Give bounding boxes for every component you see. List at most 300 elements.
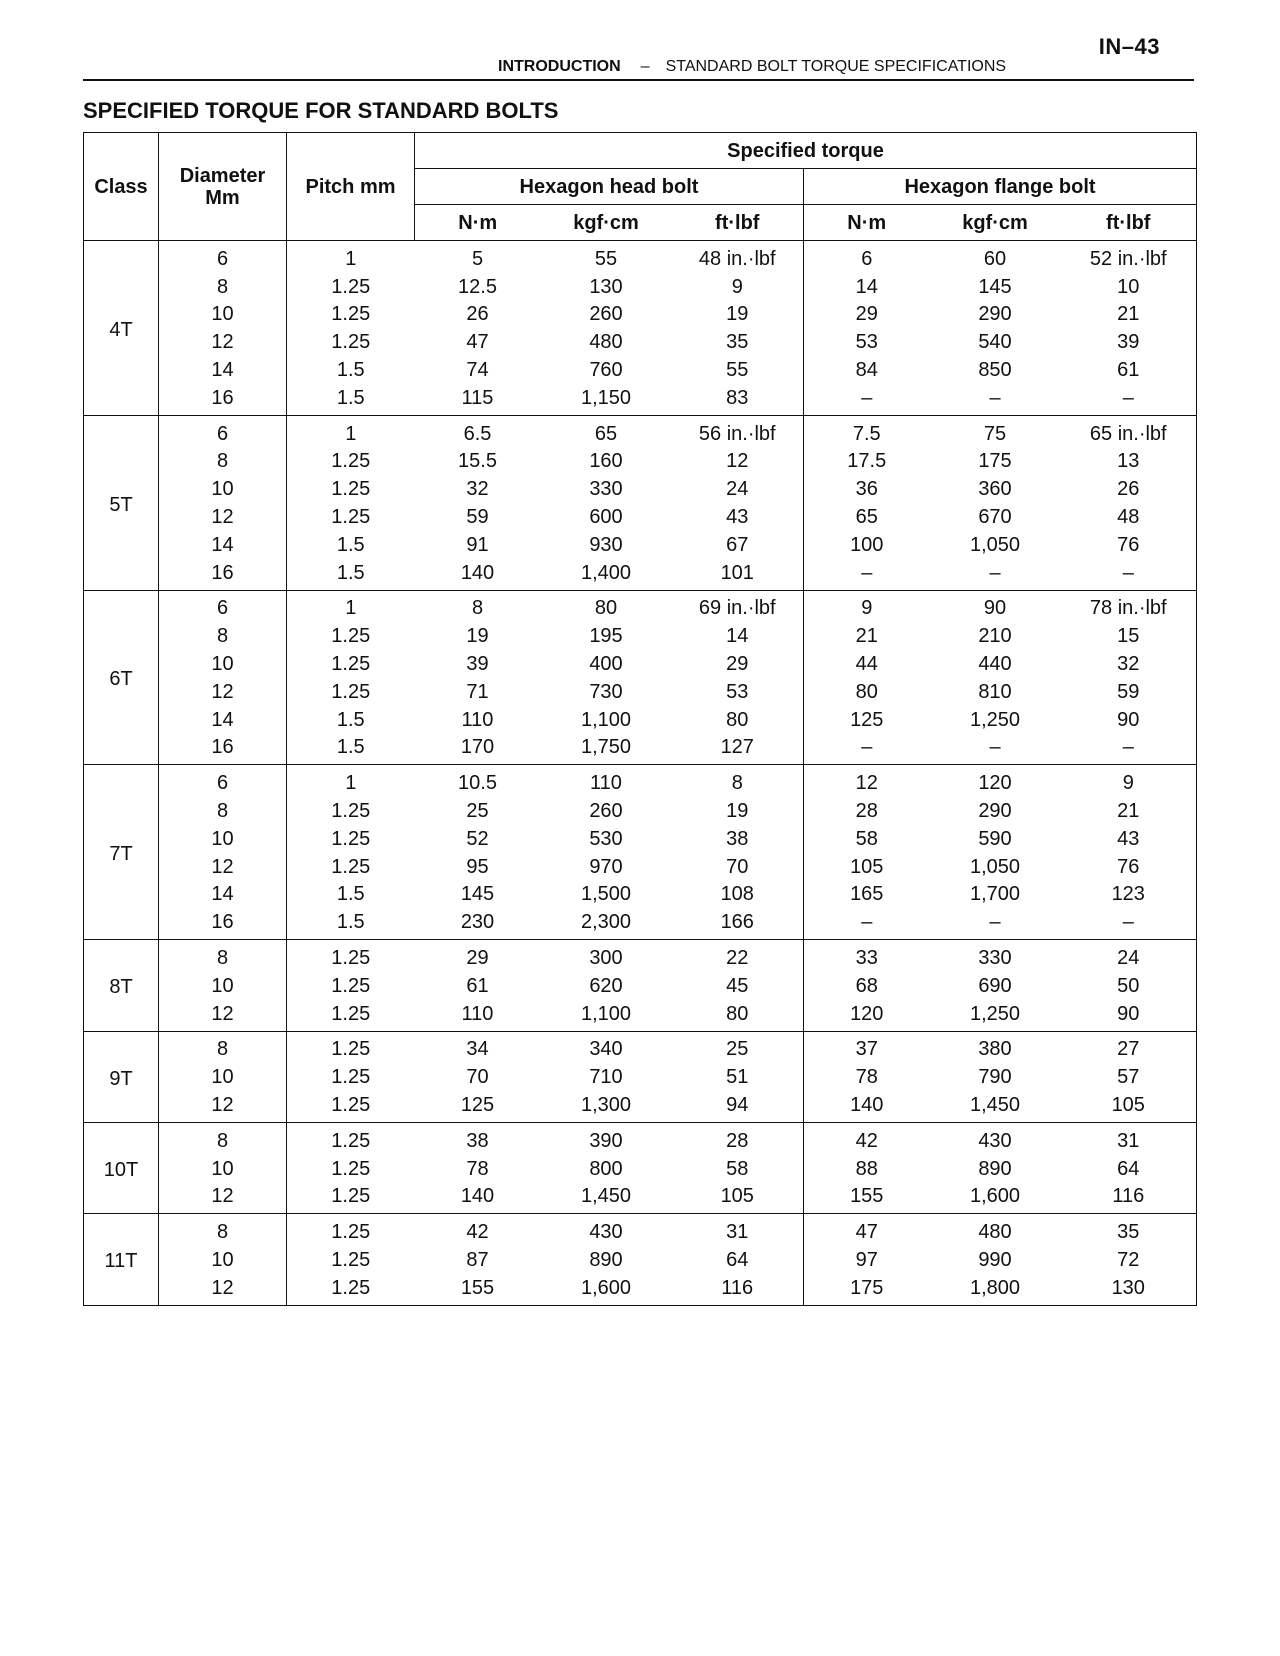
- pitch-cell: 1.25: [287, 1063, 415, 1091]
- flange-ftlbf-cell: 21: [1061, 301, 1197, 329]
- flange-nm-cell: 14: [804, 273, 930, 301]
- hex-kgfcm-cell: 1,450: [541, 1183, 672, 1214]
- table-row: [84, 1063, 1197, 1091]
- table-row: [84, 559, 1197, 590]
- hex-ftlbf-cell: 80: [726, 708, 749, 731]
- pitch-cell: 1.25: [287, 1000, 415, 1031]
- table-row: [84, 765, 1197, 797]
- flange-ftlbf-cell: 39: [1061, 328, 1197, 356]
- flange-nm-cell: 68: [804, 972, 930, 1000]
- flange-ftlbf-cell: 72: [1061, 1246, 1197, 1274]
- diameter-cell: 12: [159, 853, 287, 881]
- flange-ftlbf-cell: –: [1061, 559, 1197, 590]
- flange-nm-cell: 58: [804, 825, 930, 853]
- hex-kgfcm-cell: 65: [594, 422, 618, 445]
- hex-nm-cell: 19: [466, 625, 489, 648]
- hex-nm-cell: 110: [461, 708, 494, 731]
- hex-kgfcm-cell: 55: [594, 247, 618, 270]
- hex-nm-cell: 125: [415, 1091, 541, 1122]
- flange-kgfcm-cell: 290: [978, 303, 1012, 326]
- flange-kgfcm-cell: 1,700: [969, 883, 1021, 906]
- table-row: [84, 1000, 1197, 1031]
- hex-kgfcm-cell: 330: [589, 478, 623, 501]
- pitch-cell: 1.25: [287, 972, 415, 1000]
- flange-ftlbf-cell: 21: [1061, 797, 1197, 825]
- hex-kgfcm-cell: 760: [589, 359, 623, 382]
- hex-kgfcm-cell: 1,100: [580, 708, 632, 731]
- hex-ftlbf-cell: 51: [726, 1066, 749, 1089]
- table-row: [84, 1155, 1197, 1183]
- diameter-cell: 8: [159, 940, 287, 972]
- hex-ftlbf-cell: 166: [672, 908, 804, 939]
- diameter-cell: 10: [159, 825, 287, 853]
- hex-ftlbf-cell: 101: [672, 559, 804, 590]
- hex-nm-cell: 15.5: [458, 450, 497, 473]
- diameter-cell: 10: [159, 650, 287, 678]
- hex-ftlbf-cell: 56 in.·lbf: [698, 422, 776, 445]
- hex-kgfcm-cell: 2,300: [541, 908, 672, 939]
- flange-nm-cell: 42: [804, 1122, 930, 1154]
- hex-ftlbf-cell: 22: [726, 947, 749, 970]
- flange-kgfcm-cell: 1,050: [969, 855, 1021, 878]
- flange-kgfcm-cell: 540: [978, 331, 1012, 354]
- flange-ftlbf-cell: 24: [1061, 940, 1197, 972]
- pitch-cell: 1.25: [287, 940, 415, 972]
- hex-ftlbf-cell: 9: [731, 275, 743, 298]
- flange-ftlbf-cell: 90: [1061, 1000, 1197, 1031]
- flange-ftlbf-cell: 105: [1061, 1091, 1197, 1122]
- flange-nm-cell: 53: [804, 328, 930, 356]
- page-title: SPECIFIED TORQUE FOR STANDARD BOLTS: [83, 98, 559, 123]
- hex-ftlbf-cell: 83: [672, 384, 804, 415]
- hex-nm-cell: 59: [466, 506, 489, 529]
- flange-nm-cell: 9: [804, 590, 930, 622]
- hex-nm-cell: 38: [466, 1129, 489, 1152]
- flange-kgfcm-cell: 850: [978, 359, 1012, 382]
- table-row: [84, 448, 1197, 476]
- diameter-cell: 8: [159, 1122, 287, 1154]
- flange-ftlbf-cell: 35: [1061, 1214, 1197, 1246]
- flange-kgfcm-cell: 1,800: [930, 1274, 1061, 1305]
- hex-nm-cell: 42: [466, 1221, 489, 1244]
- hex-nm-cell: 61: [466, 974, 489, 997]
- flange-ftlbf-cell: 59: [1061, 678, 1197, 706]
- flange-nm-cell: 44: [804, 650, 930, 678]
- diameter-cell: 8: [159, 448, 287, 476]
- table-row: [84, 415, 1197, 447]
- pitch-cell: 1.25: [287, 1274, 415, 1305]
- flange-nm-cell: 80: [804, 678, 930, 706]
- hex-kgfcm-cell: 970: [589, 855, 623, 878]
- diameter-cell: 12: [159, 1183, 287, 1214]
- table-row: [84, 503, 1197, 531]
- diameter-cell: 6: [159, 765, 287, 797]
- table-row: [84, 881, 1197, 909]
- pitch-cell: 1.5: [287, 881, 415, 909]
- flange-nm-cell: 12: [804, 765, 930, 797]
- flange-nm-cell: 33: [804, 940, 930, 972]
- hex-ftlbf-cell: 70: [726, 855, 749, 878]
- table-row: [84, 273, 1197, 301]
- flange-kgfcm-cell: –: [930, 559, 1061, 590]
- diameter-cell: 16: [159, 734, 287, 765]
- hex-ftlbf-cell: 48 in.·lbf: [698, 247, 776, 270]
- flange-ftlbf-cell: 90: [1061, 706, 1197, 734]
- flange-nm-cell: 21: [804, 622, 930, 650]
- hex-ftlbf-cell: 45: [726, 974, 749, 997]
- hex-ftlbf-cell: 28: [726, 1129, 749, 1152]
- hex-nm-cell: 8: [471, 597, 484, 620]
- hex-ftlbf-cell: 38: [726, 827, 749, 850]
- table-row: [84, 241, 1197, 273]
- diameter-cell: 12: [159, 1274, 287, 1305]
- diameter-cell: 16: [159, 908, 287, 939]
- hex-kgfcm-cell: 160: [589, 450, 623, 473]
- flange-nm-cell: –: [804, 559, 930, 590]
- pitch-cell: 1.25: [287, 1031, 415, 1063]
- flange-ftlbf-cell: 26: [1061, 475, 1197, 503]
- hex-kgfcm-cell: 260: [589, 800, 623, 823]
- flange-kgfcm-cell: 380: [978, 1038, 1012, 1061]
- hex-kgfcm-cell: 1,750: [541, 734, 672, 765]
- flange-ftlbf-cell: –: [1061, 384, 1197, 415]
- header-diameter-line1: Diameter: [179, 164, 266, 187]
- hex-ftlbf-cell: 25: [726, 1038, 749, 1061]
- diameter-cell: 12: [159, 1091, 287, 1122]
- hex-ftlbf-cell: 55: [726, 359, 749, 382]
- flange-kgfcm-cell: 790: [978, 1066, 1012, 1089]
- torque-table: [83, 132, 1197, 1306]
- pitch-cell: 1.25: [287, 622, 415, 650]
- table-row: [84, 475, 1197, 503]
- flange-nm-cell: 78: [804, 1063, 930, 1091]
- flange-ftlbf-cell: 50: [1061, 972, 1197, 1000]
- class-cell: 4T: [84, 241, 159, 416]
- hex-kgfcm-cell: 600: [589, 506, 623, 529]
- hex-kgfcm-cell: 1,300: [541, 1091, 672, 1122]
- header-unit-hex-ftlbf: ft·lbf: [672, 205, 804, 241]
- flange-nm-cell: –: [804, 384, 930, 415]
- flange-nm-cell: 17.5: [804, 448, 930, 476]
- hex-nm-cell: 230: [415, 908, 541, 939]
- flange-nm-cell: 120: [804, 1000, 930, 1031]
- table-row: [84, 590, 1197, 622]
- flange-kgfcm-cell: 1,250: [930, 1000, 1061, 1031]
- pitch-cell: 1.25: [287, 503, 415, 531]
- hex-ftlbf-cell: 35: [726, 331, 749, 354]
- table-row: [84, 1246, 1197, 1274]
- pitch-cell: 1.25: [287, 448, 415, 476]
- hex-nm-cell: 115: [415, 384, 541, 415]
- hex-kgfcm-cell: 390: [589, 1129, 623, 1152]
- pitch-cell: 1.25: [287, 650, 415, 678]
- hex-kgfcm-cell: 530: [589, 827, 623, 850]
- flange-kgfcm-cell: 120: [978, 772, 1012, 795]
- section-name: INTRODUCTION: [498, 58, 621, 75]
- flange-ftlbf-cell: 61: [1061, 356, 1197, 384]
- table-row: [84, 706, 1197, 734]
- page-number: IN–43: [1098, 34, 1160, 59]
- hex-nm-cell: 140: [415, 559, 541, 590]
- flange-nm-cell: 100: [804, 531, 930, 559]
- flange-nm-cell: 165: [804, 881, 930, 909]
- hex-kgfcm-cell: 195: [589, 625, 623, 648]
- hex-nm-cell: 91: [466, 533, 489, 556]
- flange-kgfcm-cell: 360: [978, 478, 1012, 501]
- hex-nm-cell: 47: [466, 331, 489, 354]
- pitch-cell: 1.25: [287, 1091, 415, 1122]
- flange-kgfcm-cell: 480: [978, 1221, 1012, 1244]
- table-row: [84, 1091, 1197, 1122]
- hex-kgfcm-cell: 130: [589, 275, 623, 298]
- hex-nm-cell: 52: [466, 827, 489, 850]
- table-row: [84, 678, 1197, 706]
- flange-nm-cell: 84: [804, 356, 930, 384]
- hex-ftlbf-cell: 127: [672, 734, 804, 765]
- hex-ftlbf-cell: 19: [726, 800, 749, 823]
- hex-kgfcm-cell: 730: [589, 680, 623, 703]
- hex-kgfcm-cell: 800: [589, 1157, 623, 1180]
- header-unit-flange-kgfcm: kgf·cm: [930, 205, 1061, 241]
- hex-kgfcm-cell: 300: [589, 947, 623, 970]
- hex-nm-cell: 110: [415, 1000, 541, 1031]
- hex-kgfcm-cell: 340: [589, 1038, 623, 1061]
- hex-nm-cell: 25: [466, 800, 489, 823]
- flange-nm-cell: 97: [804, 1246, 930, 1274]
- flange-kgfcm-cell: 290: [978, 800, 1012, 823]
- pitch-cell: 1.25: [287, 1246, 415, 1274]
- table-row: [84, 908, 1197, 939]
- table-row: [84, 825, 1197, 853]
- pitch-cell: 1: [287, 765, 415, 797]
- header-diameter: [159, 133, 287, 241]
- hex-kgfcm-cell: 80: [594, 597, 618, 620]
- table-row: [84, 734, 1197, 765]
- hex-kgfcm-cell: 1,500: [580, 883, 632, 906]
- flange-ftlbf-cell: –: [1061, 734, 1197, 765]
- diameter-cell: 8: [159, 1031, 287, 1063]
- table-row: [84, 1214, 1197, 1246]
- diameter-cell: 12: [159, 1000, 287, 1031]
- hex-ftlbf-cell: 19: [726, 303, 749, 326]
- hex-nm-cell: 170: [415, 734, 541, 765]
- pitch-cell: 1.25: [287, 1214, 415, 1246]
- flange-nm-cell: 175: [804, 1274, 930, 1305]
- class-cell: 5T: [84, 415, 159, 590]
- hex-kgfcm-cell: 260: [589, 303, 623, 326]
- flange-kgfcm-cell: 1,050: [969, 533, 1021, 556]
- hex-kgfcm-cell: 1,150: [541, 384, 672, 415]
- hex-nm-cell: 34: [466, 1038, 489, 1061]
- table-row: [84, 301, 1197, 329]
- flange-ftlbf-cell: 130: [1061, 1274, 1197, 1305]
- flange-kgfcm-cell: 430: [978, 1129, 1012, 1152]
- diameter-cell: 16: [159, 384, 287, 415]
- diameter-cell: 10: [159, 972, 287, 1000]
- hex-ftlbf-cell: 43: [726, 506, 749, 529]
- flange-kgfcm-cell: 210: [978, 625, 1012, 648]
- flange-ftlbf-cell: 10: [1061, 273, 1197, 301]
- table-row: [84, 797, 1197, 825]
- header-class: Class: [84, 133, 159, 241]
- pitch-cell: 1.25: [287, 273, 415, 301]
- hex-nm-cell: 95: [466, 855, 489, 878]
- flange-kgfcm-cell: –: [930, 908, 1061, 939]
- hex-kgfcm-cell: 930: [589, 533, 623, 556]
- pitch-cell: 1.5: [287, 734, 415, 765]
- class-cell: 6T: [84, 590, 159, 765]
- pitch-cell: 1.25: [287, 328, 415, 356]
- flange-kgfcm-cell: 145: [978, 275, 1012, 298]
- hex-kgfcm-cell: 1,400: [541, 559, 672, 590]
- diameter-cell: 16: [159, 559, 287, 590]
- flange-nm-cell: –: [804, 734, 930, 765]
- flange-ftlbf-cell: 48: [1061, 503, 1197, 531]
- flange-ftlbf-cell: 27: [1061, 1031, 1197, 1063]
- class-cell: 10T: [84, 1122, 159, 1213]
- class-cell: 9T: [84, 1031, 159, 1122]
- flange-ftlbf-cell: 76: [1061, 531, 1197, 559]
- diameter-cell: 6: [159, 415, 287, 447]
- flange-nm-cell: 140: [804, 1091, 930, 1122]
- table-row: [84, 1031, 1197, 1063]
- hex-ftlbf-cell: 116: [672, 1274, 804, 1305]
- header-unit-flange-ftlbf: ft·lbf: [1061, 205, 1197, 241]
- flange-ftlbf-cell: 65 in.·lbf: [1061, 415, 1197, 447]
- hex-nm-cell: 78: [466, 1157, 489, 1180]
- flange-kgfcm-cell: 890: [978, 1157, 1012, 1180]
- flange-ftlbf-cell: 31: [1061, 1122, 1197, 1154]
- flange-ftlbf-cell: 78 in.·lbf: [1061, 590, 1197, 622]
- flange-kgfcm-cell: 440: [978, 653, 1012, 676]
- flange-kgfcm-cell: 590: [978, 827, 1012, 850]
- pitch-cell: 1.25: [287, 825, 415, 853]
- hex-nm-cell: 74: [466, 359, 489, 382]
- flange-kgfcm-cell: 60: [983, 247, 1007, 270]
- diameter-cell: 6: [159, 241, 287, 273]
- diameter-cell: 8: [159, 273, 287, 301]
- flange-kgfcm-cell: 330: [978, 947, 1012, 970]
- hex-nm-cell: 26: [466, 303, 489, 326]
- hex-nm-cell: 32: [466, 478, 489, 501]
- flange-nm-cell: –: [804, 908, 930, 939]
- flange-nm-cell: 47: [804, 1214, 930, 1246]
- flange-kgfcm-cell: 1,450: [930, 1091, 1061, 1122]
- table-row: [84, 650, 1197, 678]
- hex-ftlbf-cell: 67: [726, 533, 749, 556]
- pitch-cell: 1.25: [287, 301, 415, 329]
- table-row: [84, 1183, 1197, 1214]
- flange-nm-cell: 125: [804, 706, 930, 734]
- hex-ftlbf-cell: 29: [726, 653, 749, 676]
- hex-ftlbf-cell: 64: [726, 1248, 749, 1271]
- hex-nm-cell: 12.5: [458, 275, 497, 298]
- hex-nm-cell: 10.5: [458, 772, 497, 795]
- table-row: [84, 384, 1197, 415]
- diameter-cell: 12: [159, 503, 287, 531]
- table-row: [84, 328, 1197, 356]
- flange-nm-cell: 6: [804, 241, 930, 273]
- hex-nm-cell: 39: [466, 653, 489, 676]
- flange-kgfcm-cell: 810: [978, 680, 1012, 703]
- hex-ftlbf-cell: 80: [672, 1000, 804, 1031]
- hex-nm-cell: 6.5: [463, 422, 492, 445]
- header-rule: [83, 79, 1194, 81]
- table-row: [84, 940, 1197, 972]
- pitch-cell: 1.25: [287, 475, 415, 503]
- pitch-cell: 1.25: [287, 853, 415, 881]
- hex-ftlbf-cell: 14: [726, 625, 749, 648]
- hex-nm-cell: 71: [466, 680, 489, 703]
- flange-kgfcm-cell: –: [930, 734, 1061, 765]
- pitch-cell: 1.5: [287, 531, 415, 559]
- flange-kgfcm-cell: 175: [978, 450, 1012, 473]
- flange-ftlbf-cell: 116: [1061, 1183, 1197, 1214]
- hex-ftlbf-cell: 58: [726, 1157, 749, 1180]
- diameter-cell: 8: [159, 1214, 287, 1246]
- class-cell: 11T: [84, 1214, 159, 1305]
- flange-nm-cell: 88: [804, 1155, 930, 1183]
- class-cell: 7T: [84, 765, 159, 940]
- header-hexagon-flange-bolt: Hexagon flange bolt: [804, 169, 1197, 205]
- flange-nm-cell: 65: [804, 503, 930, 531]
- flange-nm-cell: 7.5: [804, 415, 930, 447]
- diameter-cell: 14: [159, 881, 287, 909]
- header-diameter-line2: Mm: [205, 186, 240, 209]
- pitch-cell: 1: [287, 590, 415, 622]
- hex-nm-cell: 140: [415, 1183, 541, 1214]
- flange-ftlbf-cell: 52 in.·lbf: [1061, 241, 1197, 273]
- pitch-cell: 1.25: [287, 1183, 415, 1214]
- hex-ftlbf-cell: 53: [726, 680, 749, 703]
- hex-nm-cell: 70: [466, 1066, 489, 1089]
- table-row: [84, 356, 1197, 384]
- table-row: [84, 1274, 1197, 1305]
- hex-kgfcm-cell: 400: [589, 653, 623, 676]
- flange-ftlbf-cell: 64: [1061, 1155, 1197, 1183]
- table-row: [84, 853, 1197, 881]
- flange-kgfcm-cell: 1,600: [930, 1183, 1061, 1214]
- pitch-cell: 1.25: [287, 1155, 415, 1183]
- flange-nm-cell: 28: [804, 797, 930, 825]
- diameter-cell: 10: [159, 1063, 287, 1091]
- flange-kgfcm-cell: 670: [978, 506, 1012, 529]
- diameter-cell: 14: [159, 706, 287, 734]
- table-row: [84, 1122, 1197, 1154]
- flange-ftlbf-cell: 32: [1061, 650, 1197, 678]
- flange-kgfcm-cell: 690: [978, 974, 1012, 997]
- pitch-cell: 1: [287, 241, 415, 273]
- flange-ftlbf-cell: 57: [1061, 1063, 1197, 1091]
- hex-ftlbf-cell: 94: [672, 1091, 804, 1122]
- hex-kgfcm-cell: 480: [589, 331, 623, 354]
- pitch-cell: 1.5: [287, 706, 415, 734]
- hex-nm-cell: 29: [466, 947, 489, 970]
- hex-kgfcm-cell: 620: [589, 974, 623, 997]
- hex-kgfcm-cell: 890: [589, 1248, 623, 1271]
- flange-kgfcm-cell: 1,250: [969, 708, 1021, 731]
- diameter-cell: 8: [159, 797, 287, 825]
- pitch-cell: 1.5: [287, 356, 415, 384]
- pitch-cell: 1.25: [287, 1122, 415, 1154]
- diameter-cell: 14: [159, 531, 287, 559]
- flange-ftlbf-cell: 123: [1061, 881, 1197, 909]
- flange-nm-cell: 36: [804, 475, 930, 503]
- hex-nm-cell: 155: [415, 1274, 541, 1305]
- table-row: [84, 531, 1197, 559]
- diameter-cell: 10: [159, 301, 287, 329]
- class-cell: 8T: [84, 940, 159, 1031]
